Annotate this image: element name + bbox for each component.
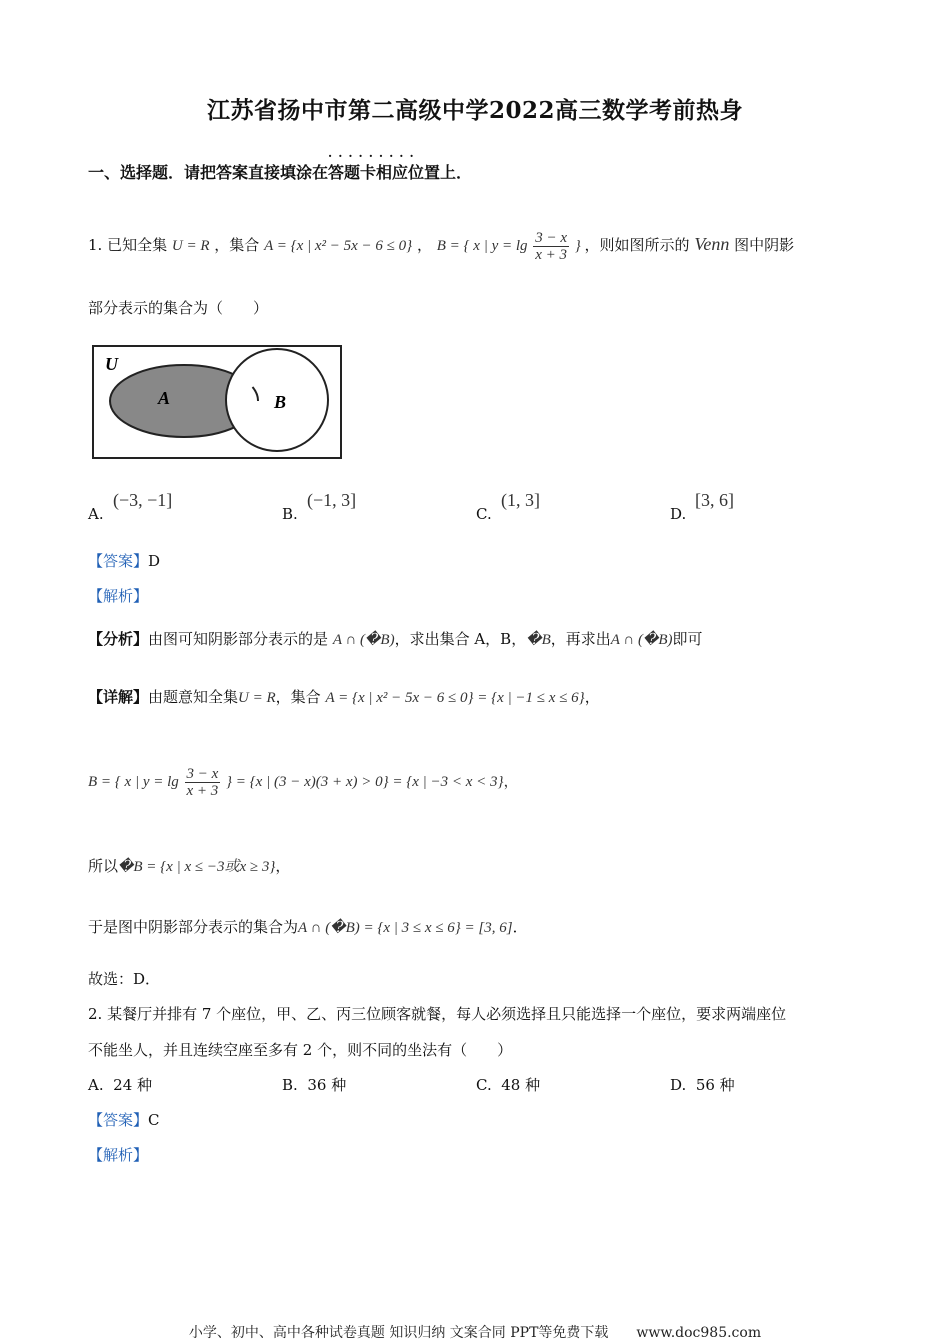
section-emphasis: ········· 答题卡相应位置上 [328,149,457,182]
q1-yushi: 于是图中阴影部分表示的集合为A ∩ (�B) = {x | 3 ≤ x ≤ 6} = [3, 6]． [88,918,528,936]
q1-set-a: A = {x | x² − 5x − 6 ≤ 0} [264,238,413,254]
q1-lead: 1. 已知全集 [88,236,168,254]
q2-stem-line2: 不能坐人，并且连续空座至多有 2 个，则不同的坐法有（ ） [88,1041,513,1059]
q1-stem-line2: 部分表示的集合为（ ） [88,299,269,317]
q1-option-d-label: D. [670,505,687,523]
q2-option-b: B. 36 种 [282,1076,347,1094]
q1-answer-value: D [148,552,161,570]
q1-answer-tag: 【答案】 [88,552,149,570]
q1-tail1: ，则如图所示的 [584,236,690,254]
q1-xj-set-a: A = {x | x² − 5x − 6 ≤ 0} = {x | −1 ≤ x ≤ 6} [325,690,585,706]
q1-sep1: ，集合 [214,236,260,254]
q1-option-a: (−3, −1] [113,490,173,510]
page-footer: 小学、初中、高中各种试卷真题 知识归纳 文案合同 PPT等免费下载 www.doc985.com [188,1325,762,1341]
q1-xj-universal: U = R [238,690,276,706]
venn-label-u: U [105,354,118,374]
q1-result-set: A ∩ (�B) = {x | 3 ≤ x ≤ 6} = [3, 6] [298,920,513,936]
q1-option-b-label: B. [282,505,298,523]
section-prefix: 一、选择题．请把答案直接填涂在 [88,163,329,182]
q1-fenxi-tag: 【分析】 [88,630,149,648]
q1-stem-line1 [88,224,794,266]
q2-answer-tag: 【答案】 [88,1111,149,1129]
q1-guxuan: 故选：D． [88,970,161,988]
section-suffix: ． [456,163,473,182]
venn-diagram [90,343,344,461]
q2-option-d: D. 56 种 [670,1076,735,1094]
q2-analysis-tag: 【解析】 [88,1146,149,1164]
q1-analysis-tag: 【解析】 [88,587,149,605]
q1-option-b: (−1, 3] [307,490,357,510]
q1-answer-line [88,550,160,571]
q1-tail2: 图中阴影 [734,236,795,254]
venn-label-b: B [274,392,287,412]
page-title: 江苏省扬中市第二高级中学2022高三数学考前热身 [206,97,743,124]
q1-xiangjie-tag: 【详解】 [88,688,149,706]
q2-option-a: A. 24 种 [88,1076,153,1094]
section-heading [88,149,473,183]
q1-fenxi-expr3: A ∩ (�B) [610,632,673,648]
emphasis-dots: ········· [328,149,420,163]
q2-stem-line1: 2. 某餐厅并排有 7 个座位，甲、乙、丙三位顾客就餐，每人必须选择且只能选择一个座位，要求两端座位 [88,1005,787,1023]
q1-fenxi-expr1: A ∩ (�B) [332,632,395,648]
q1-set-b: B = { x | y = lg $\frac{3 - x}{x + 3}$ } [436,230,581,264]
q1-fenxi: 【分析】由图可知阴影部分表示的是 A ∩ (�B)，求出集合 A，B，�B，再求出A ∩ (�B)即可 [88,630,703,648]
q1-option-c-label: C. [476,505,492,523]
q2-option-c: C. 48 种 [476,1076,541,1094]
q2-answer-line [88,1109,160,1130]
q1-suoyi: 所以�B = {x | x ≤ −3或x ≥ 3}， [88,857,291,875]
q1-option-a-label: A. [88,505,104,523]
q1-option-c: (1, 3] [501,490,540,510]
q2-answer-value: C [148,1111,160,1129]
q1-venn-word: Venn [694,234,730,254]
q1-set-b-fraction: $\frac{3 - x}{x + 3}$ [535,230,568,264]
q1-fenxi-expr2: �B [526,632,551,648]
venn-label-a: A [158,388,171,408]
q1-complement-b: �B = {x | x ≤ −3或x ≥ 3} [118,859,276,875]
q1-xiangjie: 【详解】由题意知全集U = R，集合 A = {x | x² − 5x − 6 ≤ 0} = {x | −1 ≤ x ≤ 6}， [88,688,600,706]
q1-option-d: [3, 6] [695,490,734,510]
q1-universal-set: U = R [171,238,210,254]
q1-xj-set-b: B = { x | y = lg $\frac{3 - x}{x + 3}$ } = {x | (3 − x)(3 + x) > 0} = {x | −3 < x < 3}， [88,766,519,799]
q1-sep2: ， [416,236,432,254]
